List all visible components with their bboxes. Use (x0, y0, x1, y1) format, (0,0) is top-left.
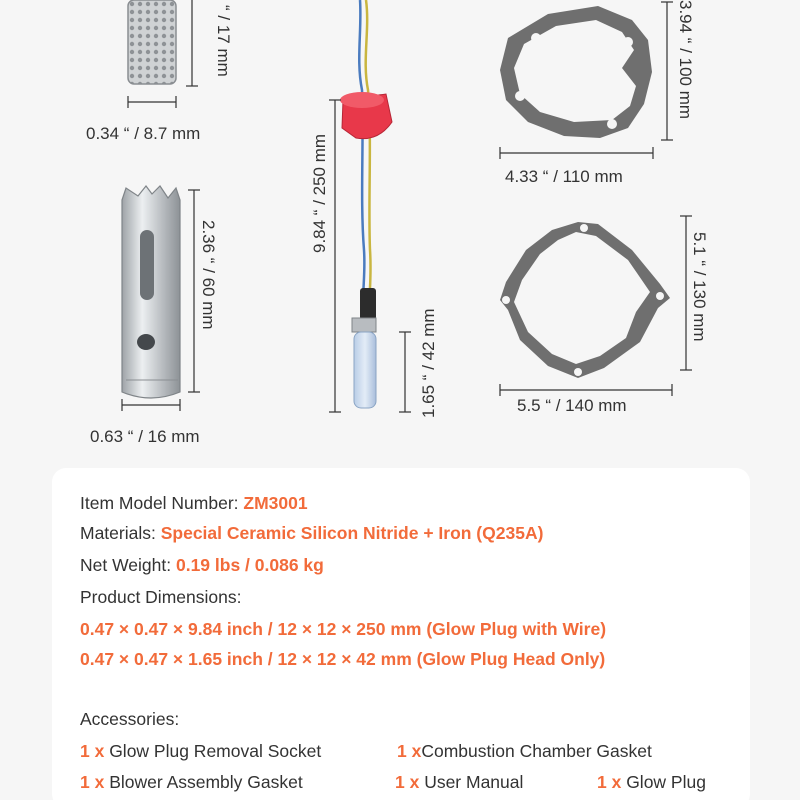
filter-width-label: 0.34 “ / 8.7 mm (86, 124, 201, 143)
large-gasket-image (500, 222, 670, 378)
model-number-value: ZM3001 (243, 493, 308, 513)
accessory-qty: 1 x (597, 772, 622, 792)
filter-height-dimension (186, 0, 233, 86)
net-weight-value: 0.19 lbs / 0.086 kg (175, 555, 324, 575)
wire-length-dimension (310, 100, 341, 412)
accessory-name: Glow Plug (621, 772, 706, 792)
small-gasket-width-label: 4.33 “ / 110 mm (505, 167, 623, 186)
plug-head-dimension (399, 308, 438, 418)
accessory-user-manual (395, 771, 523, 793)
accessories-label: Accessories: (80, 709, 180, 729)
accessory-name: Glow Plug Removal Socket (104, 741, 322, 761)
accessory-name: Blower Assembly Gasket (104, 772, 303, 792)
net-weight-label: Net Weight: (80, 555, 176, 575)
large-gasket-height-label: 5.1 “ / 130 mm (690, 232, 709, 342)
removal-socket-image (122, 186, 180, 398)
large-gasket-width-label: 5.5 “ / 140 mm (517, 396, 627, 415)
net-weight-row (80, 554, 324, 576)
socket-width-dimension (90, 399, 200, 446)
materials-row (80, 522, 543, 544)
accessory-glow-plug (597, 771, 706, 793)
accessory-qty: 1 x (395, 772, 420, 792)
small-gasket-width-dimension (500, 147, 653, 186)
plug-head-label: 1.65 “ / 42 mm (419, 308, 438, 418)
model-number-row (80, 492, 308, 514)
small-gasket-height-dimension (661, 0, 695, 140)
accessory-qty: 1 x (80, 741, 105, 761)
accessory-name: Combustion Chamber Gasket (421, 741, 652, 761)
filter-mesh-image (128, 0, 176, 84)
accessory-combustion-gasket (397, 740, 652, 762)
accessory-removal-socket (80, 740, 321, 762)
accessory-qty: 1 x (80, 772, 105, 792)
wire-length-label: 9.84 “ / 250 mm (310, 133, 329, 253)
small-gasket-height-label: 3.94 “ / 100 mm (676, 0, 695, 120)
product-dimensions-head: 0.47 × 0.47 × 1.65 inch / 12 × 12 × 42 mm (Glow Plug Head Only) (80, 649, 606, 669)
spec-card (52, 468, 750, 800)
materials-value: Special Ceramic Silicon Nitride + Iron (Q235A) (160, 523, 544, 543)
socket-width-label: 0.63 “ / 16 mm (90, 427, 200, 446)
accessory-qty: 1 x (397, 741, 422, 761)
small-gasket-image (500, 6, 652, 138)
model-number-label: Item Model Number: (80, 493, 244, 513)
materials-label: Materials: (80, 523, 161, 543)
socket-height-label: 2.36 “ / 60 mm (199, 220, 218, 330)
large-gasket-height-dimension (680, 216, 709, 370)
filter-width-dimension (86, 96, 200, 143)
product-dimensions-wire: 0.47 × 0.47 × 9.84 inch / 12 × 12 × 250 mm (Glow Plug with Wire) (80, 619, 607, 639)
accessory-blower-gasket (80, 771, 303, 793)
large-gasket-width-dimension (500, 384, 672, 415)
product-dimensions-label: Product Dimensions: (80, 587, 242, 607)
filter-height-label: “ / 17 mm (214, 5, 233, 77)
accessory-name: User Manual (419, 772, 524, 792)
socket-height-dimension (188, 190, 218, 392)
glow-plug-image (340, 0, 392, 408)
